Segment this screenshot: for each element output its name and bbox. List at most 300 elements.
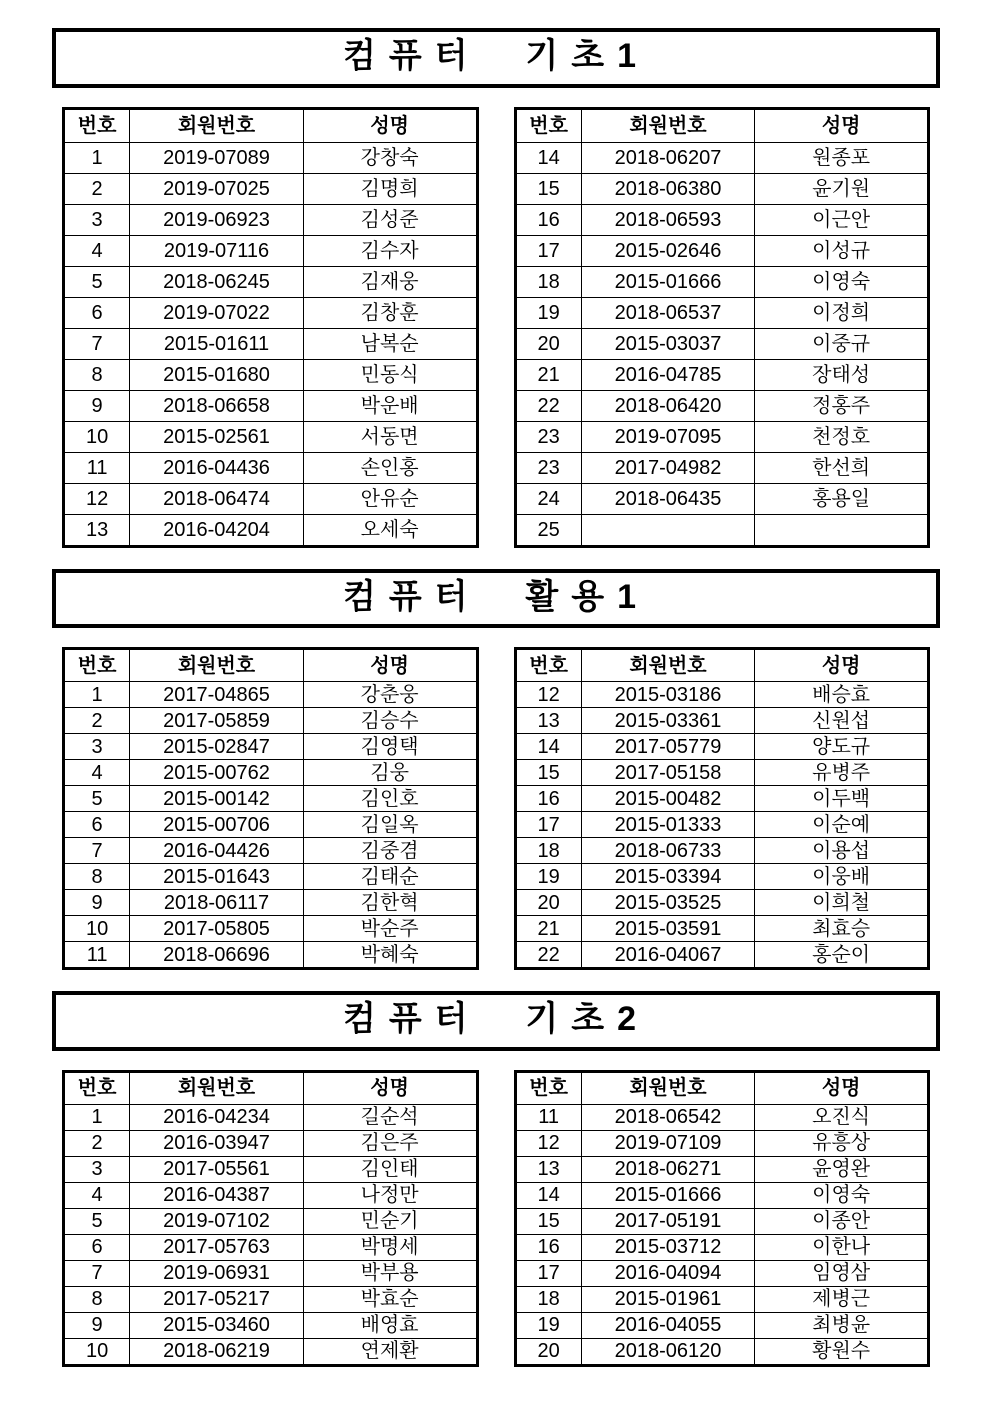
cell-member-id: 2018-06120 [581,1338,755,1365]
cell-member-id: 2017-04865 [130,682,304,708]
table-row [64,760,478,786]
column-header-member-id: 회원번호 [581,649,755,682]
cell-member-id: 2015-02561 [130,421,304,452]
table-row [64,204,478,235]
cell-member-id: 2019-06923 [130,204,304,235]
cell-member-id: 2015-00482 [581,786,755,812]
column-header-name: 성명 [755,649,929,682]
section-title: 컴퓨터 기초2 [342,1000,650,1038]
cell-number: 19 [515,1312,581,1338]
cell-name: 민동식 [303,359,477,390]
table-row [515,1156,929,1182]
cell-name: 오세숙 [303,514,477,546]
cell-member-id: 2018-06474 [130,483,304,514]
cell-name: 황원수 [755,1338,929,1365]
cell-name: 김영택 [303,734,477,760]
table-row [515,173,929,204]
table-row [515,390,929,421]
cell-name: 윤기원 [755,173,929,204]
cell-name: 홍용일 [755,483,929,514]
table-row [515,864,929,890]
cell-member-id: 2017-05158 [581,760,755,786]
cell-number: 18 [515,1286,581,1312]
table-row [64,142,478,173]
roster-table-left [62,107,479,548]
cell-number: 3 [64,204,130,235]
column-header-name: 성명 [755,1071,929,1104]
table-row [64,942,478,969]
table-row [515,359,929,390]
cell-member-id: 2016-03947 [130,1130,304,1156]
column-header-number: 번호 [515,1071,581,1104]
table-row [515,1338,929,1365]
cell-member-id: 2016-04055 [581,1312,755,1338]
cell-name: 민순기 [303,1208,477,1234]
table-row [515,1260,929,1286]
cell-member-id: 2018-06207 [581,142,755,173]
cell-member-id: 2018-06117 [130,890,304,916]
cell-member-id [581,514,755,546]
cell-member-id: 2018-06658 [130,390,304,421]
cell-member-id: 2017-04982 [581,452,755,483]
cell-name: 이정희 [755,297,929,328]
cell-member-id: 2016-04785 [581,359,755,390]
cell-member-id: 2018-06271 [581,1156,755,1182]
cell-number: 9 [64,890,130,916]
cell-member-id: 2019-07025 [130,173,304,204]
cell-name: 원종포 [755,142,929,173]
table-row [64,421,478,452]
cell-number: 3 [64,1156,130,1182]
table-row [64,235,478,266]
cell-number: 1 [64,682,130,708]
table-row [64,682,478,708]
roster-table-left [62,1070,479,1367]
cell-member-id: 2018-06593 [581,204,755,235]
cell-member-id: 2015-01333 [581,812,755,838]
cell-name: 이근안 [755,204,929,235]
cell-number: 7 [64,838,130,864]
table-row [64,1286,478,1312]
table-row [515,682,929,708]
column-header-name: 성명 [303,108,477,142]
section-title-box [52,569,940,629]
table-row [515,1208,929,1234]
cell-number: 13 [515,708,581,734]
cell-name: 김웅 [303,760,477,786]
cell-number: 18 [515,838,581,864]
cell-name: 이희철 [755,890,929,916]
table-row [515,452,929,483]
cell-number: 13 [64,514,130,546]
cell-name: 김중겸 [303,838,477,864]
cell-member-id: 2018-06542 [581,1104,755,1130]
cell-member-id: 2018-06435 [581,483,755,514]
cell-number: 7 [64,1260,130,1286]
cell-number: 21 [515,359,581,390]
cell-name: 김인태 [303,1156,477,1182]
cell-name: 손인홍 [303,452,477,483]
table-row [64,173,478,204]
cell-name: 홍순이 [755,942,929,969]
cell-member-id: 2016-04234 [130,1104,304,1130]
cell-number: 3 [64,734,130,760]
table-row [64,890,478,916]
table-row [515,838,929,864]
cell-name: 이영숙 [755,266,929,297]
cell-name: 김인호 [303,786,477,812]
cell-name: 이두백 [755,786,929,812]
cell-number: 8 [64,1286,130,1312]
cell-number: 25 [515,514,581,546]
cell-name: 서동면 [303,421,477,452]
cell-number: 15 [515,1208,581,1234]
cell-name: 최효승 [755,916,929,942]
cell-name: 남복순 [303,328,477,359]
table-row [515,916,929,942]
cell-number: 14 [515,1182,581,1208]
table-row [515,812,929,838]
cell-member-id: 2015-03361 [581,708,755,734]
header-row [64,1071,478,1104]
column-header-name: 성명 [303,1071,477,1104]
column-header-name: 성명 [303,649,477,682]
cell-name: 유흥상 [755,1130,929,1156]
table-row [515,942,929,969]
cell-number: 19 [515,864,581,890]
tables-pair [52,107,940,548]
cell-member-id: 2016-04436 [130,452,304,483]
cell-member-id: 2019-07089 [130,142,304,173]
table-row [64,390,478,421]
cell-name: 이성규 [755,235,929,266]
table-row [64,786,478,812]
table-row [515,734,929,760]
cell-member-id: 2017-05859 [130,708,304,734]
cell-name: 배승효 [755,682,929,708]
cell-member-id: 2015-00706 [130,812,304,838]
header-row [515,108,929,142]
cell-member-id: 2015-01961 [581,1286,755,1312]
cell-number: 5 [64,1208,130,1234]
table-row [64,1260,478,1286]
table-row [515,297,929,328]
cell-name: 연제환 [303,1338,477,1365]
cell-number: 17 [515,1260,581,1286]
table-row [515,1312,929,1338]
cell-name: 김창훈 [303,297,477,328]
table-row [64,864,478,890]
table-row [64,708,478,734]
cell-member-id: 2015-01666 [581,1182,755,1208]
cell-member-id: 2018-06219 [130,1338,304,1365]
header-row [64,108,478,142]
roster-table-right [514,647,931,970]
cell-name: 김은주 [303,1130,477,1156]
cell-number: 2 [64,1130,130,1156]
table-row [515,514,929,546]
sections-container [52,28,940,1367]
cell-number: 11 [64,942,130,969]
cell-number: 6 [64,812,130,838]
cell-name: 김한혁 [303,890,477,916]
cell-name: 한선희 [755,452,929,483]
table-row [515,786,929,812]
cell-name: 이영숙 [755,1182,929,1208]
cell-name: 이웅배 [755,864,929,890]
header-row [515,1071,929,1104]
cell-number: 5 [64,266,130,297]
cell-name: 김성준 [303,204,477,235]
cell-number: 24 [515,483,581,514]
table-row [515,235,929,266]
cell-member-id: 2018-06537 [581,297,755,328]
cell-name: 강창숙 [303,142,477,173]
cell-number: 8 [64,864,130,890]
table-row [64,1312,478,1338]
cell-member-id: 2017-05805 [130,916,304,942]
cell-member-id: 2017-05217 [130,1286,304,1312]
cell-member-id: 2015-01611 [130,328,304,359]
cell-name: 김수자 [303,235,477,266]
table-row [64,1156,478,1182]
cell-name: 배영효 [303,1312,477,1338]
cell-number: 16 [515,204,581,235]
table-row [64,1130,478,1156]
cell-number: 20 [515,328,581,359]
table-row [64,1104,478,1130]
cell-name: 안유순 [303,483,477,514]
cell-name: 임영삼 [755,1260,929,1286]
cell-name: 오진식 [755,1104,929,1130]
cell-member-id: 2016-04426 [130,838,304,864]
cell-member-id: 2015-00142 [130,786,304,812]
cell-name: 신원섭 [755,708,929,734]
header-row [515,649,929,682]
table-row [515,760,929,786]
section-title: 컴퓨터 기초1 [342,37,650,75]
cell-number: 22 [515,390,581,421]
cell-number: 10 [64,916,130,942]
cell-member-id: 2015-00762 [130,760,304,786]
table-row [64,916,478,942]
cell-number: 6 [64,1234,130,1260]
table-row [515,708,929,734]
cell-member-id: 2018-06380 [581,173,755,204]
cell-name: 박운배 [303,390,477,421]
tables-pair [52,647,940,970]
table-row [515,1286,929,1312]
table-row [515,890,929,916]
table-row [515,142,929,173]
table-row [64,1234,478,1260]
cell-number: 23 [515,452,581,483]
column-header-number: 번호 [64,649,130,682]
cell-number: 2 [64,708,130,734]
table-row [64,328,478,359]
course-section [52,991,940,1367]
cell-name: 이용섭 [755,838,929,864]
cell-name: 김명희 [303,173,477,204]
cell-name: 최병윤 [755,1312,929,1338]
table-row [515,266,929,297]
table-row [64,1208,478,1234]
roster-table-right [514,107,931,548]
cell-name: 강춘웅 [303,682,477,708]
cell-number: 16 [515,1234,581,1260]
cell-member-id: 2015-02646 [581,235,755,266]
cell-name: 박효순 [303,1286,477,1312]
table-row [515,1104,929,1130]
table-row [515,1234,929,1260]
cell-member-id: 2017-05763 [130,1234,304,1260]
cell-member-id: 2019-06931 [130,1260,304,1286]
cell-number: 21 [515,916,581,942]
cell-number: 17 [515,235,581,266]
cell-name: 길순석 [303,1104,477,1130]
column-header-member-id: 회원번호 [581,1071,755,1104]
cell-number: 14 [515,142,581,173]
section-title-box [52,28,940,88]
cell-name: 이종안 [755,1208,929,1234]
header-row [64,649,478,682]
table-row [515,204,929,235]
cell-name: 박부용 [303,1260,477,1286]
cell-name: 이순예 [755,812,929,838]
table-row [64,1182,478,1208]
cell-member-id: 2015-03460 [130,1312,304,1338]
cell-number: 13 [515,1156,581,1182]
table-row [515,421,929,452]
section-title: 컴퓨터 활용1 [342,577,650,616]
column-header-member-id: 회원번호 [130,108,304,142]
cell-member-id: 2018-06733 [581,838,755,864]
cell-member-id: 2015-03525 [581,890,755,916]
course-section [52,28,940,548]
cell-number: 9 [64,390,130,421]
cell-name: 김일옥 [303,812,477,838]
cell-name: 제병근 [755,1286,929,1312]
cell-name: 유병주 [755,760,929,786]
roster-table-left [62,647,479,970]
column-header-number: 번호 [515,108,581,142]
cell-member-id: 2016-04067 [581,942,755,969]
cell-name: 천정호 [755,421,929,452]
cell-name: 이한나 [755,1234,929,1260]
cell-member-id: 2015-03394 [581,864,755,890]
cell-member-id: 2015-01666 [581,266,755,297]
column-header-number: 번호 [64,108,130,142]
cell-number: 15 [515,760,581,786]
cell-number: 10 [64,1338,130,1365]
cell-number: 18 [515,266,581,297]
table-row [64,483,478,514]
cell-number: 20 [515,890,581,916]
table-row [64,514,478,546]
section-title-box [52,991,940,1051]
cell-number: 1 [64,1104,130,1130]
cell-number: 6 [64,297,130,328]
cell-number: 11 [64,452,130,483]
tables-pair [52,1070,940,1367]
cell-member-id: 2018-06245 [130,266,304,297]
cell-number: 4 [64,235,130,266]
cell-member-id: 2019-07102 [130,1208,304,1234]
cell-member-id: 2019-07109 [581,1130,755,1156]
table-row [515,1130,929,1156]
cell-number: 16 [515,786,581,812]
cell-number: 9 [64,1312,130,1338]
cell-number: 7 [64,328,130,359]
cell-member-id: 2015-03712 [581,1234,755,1260]
cell-number: 1 [64,142,130,173]
cell-number: 2 [64,173,130,204]
cell-name: 박혜숙 [303,942,477,969]
cell-number: 4 [64,760,130,786]
cell-member-id: 2015-01680 [130,359,304,390]
cell-number: 22 [515,942,581,969]
roster-table-right [514,1070,931,1367]
cell-name: 김재웅 [303,266,477,297]
table-row [64,1338,478,1365]
cell-member-id: 2015-03186 [581,682,755,708]
cell-number: 11 [515,1104,581,1130]
cell-member-id: 2016-04094 [581,1260,755,1286]
column-header-number: 번호 [64,1071,130,1104]
cell-member-id: 2015-03591 [581,916,755,942]
cell-number: 23 [515,421,581,452]
table-row [64,452,478,483]
cell-member-id: 2017-05779 [581,734,755,760]
cell-name: 나정만 [303,1182,477,1208]
cell-name: 박순주 [303,916,477,942]
cell-number: 17 [515,812,581,838]
cell-number: 20 [515,1338,581,1365]
cell-name: 윤영완 [755,1156,929,1182]
cell-member-id: 2016-04387 [130,1182,304,1208]
column-header-member-id: 회원번호 [130,649,304,682]
cell-member-id: 2015-02847 [130,734,304,760]
cell-number: 19 [515,297,581,328]
cell-number: 15 [515,173,581,204]
cell-number: 10 [64,421,130,452]
table-row [515,1182,929,1208]
table-row [64,812,478,838]
cell-member-id: 2019-07022 [130,297,304,328]
cell-member-id: 2015-03037 [581,328,755,359]
column-header-member-id: 회원번호 [130,1071,304,1104]
table-row [515,483,929,514]
cell-name: 장태성 [755,359,929,390]
table-row [64,266,478,297]
table-row [64,359,478,390]
cell-member-id: 2018-06696 [130,942,304,969]
column-header-member-id: 회원번호 [581,108,755,142]
cell-name: 김승수 [303,708,477,734]
cell-name: 김태순 [303,864,477,890]
cell-name: 양도규 [755,734,929,760]
cell-member-id: 2017-05191 [581,1208,755,1234]
cell-name [755,514,929,546]
cell-number: 5 [64,786,130,812]
cell-member-id: 2018-06420 [581,390,755,421]
cell-name: 박명세 [303,1234,477,1260]
cell-number: 12 [515,682,581,708]
cell-name: 이중규 [755,328,929,359]
cell-number: 4 [64,1182,130,1208]
cell-name: 정홍주 [755,390,929,421]
cell-member-id: 2017-05561 [130,1156,304,1182]
